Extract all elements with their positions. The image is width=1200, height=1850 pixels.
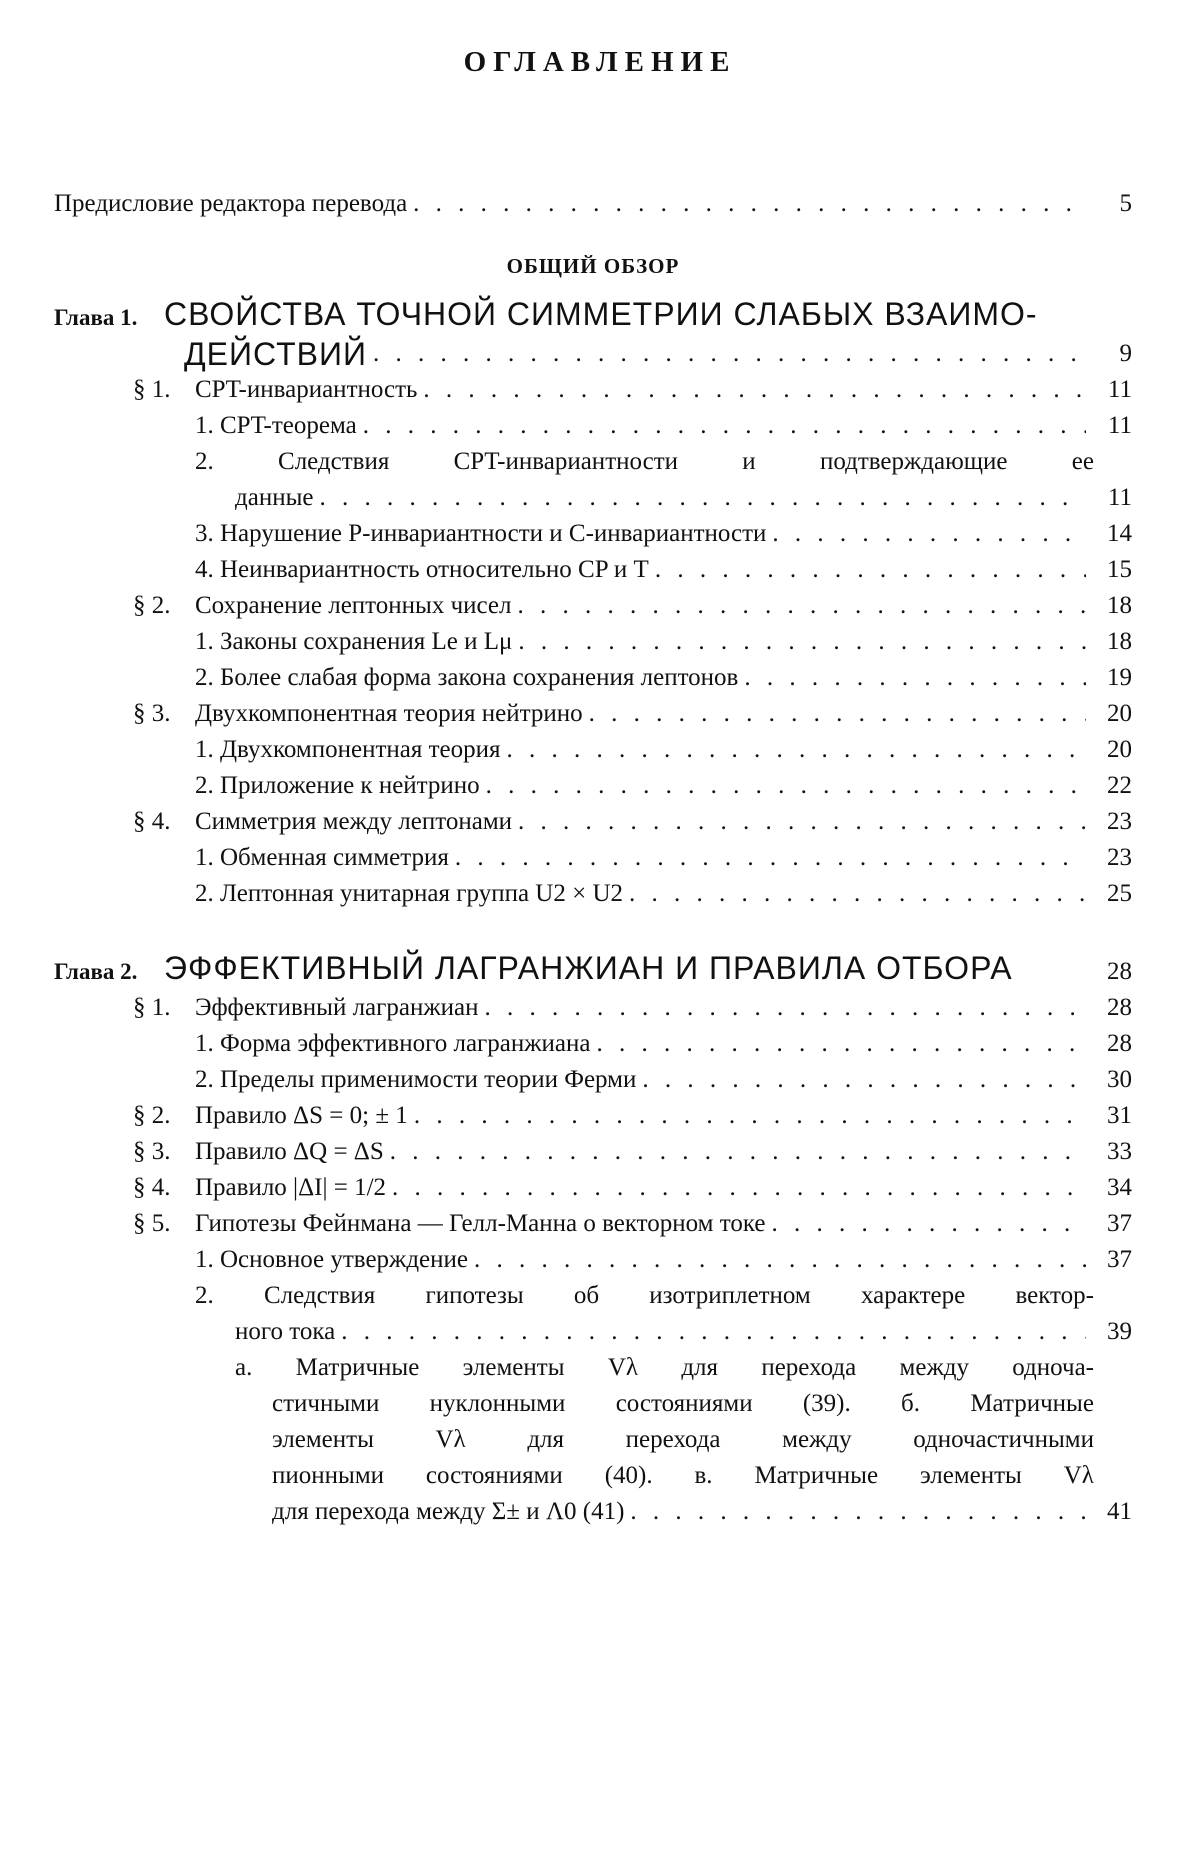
leader-dots <box>636 1062 1086 1098</box>
page-number: 25 <box>1107 880 1132 907</box>
page-number: 22 <box>1107 772 1132 799</box>
entry-text: Предисловие редактора перевода <box>54 190 408 217</box>
page-number: 37 <box>1107 1246 1132 1273</box>
leader-dots <box>512 624 1086 660</box>
leader-dots <box>357 408 1086 444</box>
toc-entry-section[interactable] <box>54 588 1132 624</box>
page-number: 28 <box>1107 1030 1132 1057</box>
entry-text: 2. Приложение к нейтрино <box>195 772 480 799</box>
toc-entry-section[interactable] <box>54 1134 1132 1170</box>
page-number: 11 <box>1107 376 1132 403</box>
chapter-2-heading[interactable] <box>54 950 1132 990</box>
chapter-title-line1: СВОЙСТВА ТОЧНОЙ СИММЕТРИИ СЛАБЫХ ВЗАИМО- <box>164 296 1038 332</box>
toc-entry-section[interactable] <box>54 804 1132 840</box>
leader-dots <box>449 840 1086 876</box>
chapter-title-line2: ДЕЙСТВИЙ <box>184 336 367 372</box>
entry-text: 2. Более слабая форма закона сохранения лептонов <box>195 664 739 691</box>
page-number: 11 <box>1107 412 1132 439</box>
leader-dots <box>512 804 1086 840</box>
entry-text: Эффективный лагранжиан <box>195 994 479 1021</box>
entry-text: 2. Лептонная унитарная группа U2 × U2 <box>195 880 624 907</box>
section-number: § 4. <box>133 1174 171 1201</box>
page-title: ОГЛАВЛЕНИЕ <box>463 46 737 78</box>
entry-text-line1: а. Матричные элементы Vλ для перехода между одноча- <box>235 1354 1094 1381</box>
table-of-contents <box>54 186 1132 1530</box>
entry-text: Правило ΔS = 0; ± 1 <box>195 1102 408 1129</box>
entry-text: 1. Обменная симметрия <box>195 844 449 871</box>
toc-entry-subsection[interactable] <box>54 1278 1132 1350</box>
leader-dots <box>649 552 1086 588</box>
leader-dots <box>313 480 1086 516</box>
page-number: 39 <box>1107 1318 1132 1345</box>
entry-text: 4. Неинвариантность относительно CP и T <box>195 556 649 583</box>
section-number: § 1. <box>133 994 171 1021</box>
page-number: 5 <box>1119 190 1132 217</box>
chapter-1-heading-cont[interactable] <box>54 336 1132 372</box>
toc-entry-subsection[interactable] <box>54 1026 1132 1062</box>
entry-text: Правило |ΔI| = 1/2 <box>195 1174 387 1201</box>
page-number: 9 <box>1119 340 1132 367</box>
chapter-1-heading[interactable] <box>54 296 1132 336</box>
toc-entry-paragraph[interactable] <box>54 1350 1132 1530</box>
toc-entry-subsection[interactable] <box>54 660 1132 696</box>
entry-text-line2: стичными нуклонными состояниями (39). б. Матричные <box>272 1390 1094 1417</box>
overview-heading: ОБЩИЙ ОБЗОР <box>506 254 680 278</box>
page-number: 11 <box>1107 484 1132 511</box>
entry-text: 1. Законы сохранения Le и Lμ <box>195 628 513 655</box>
leader-dots <box>384 1134 1086 1170</box>
toc-entry-section[interactable] <box>54 696 1132 732</box>
toc-entry-section[interactable] <box>54 1098 1132 1134</box>
toc-entry-subsection[interactable] <box>54 624 1132 660</box>
leader-dots <box>512 588 1086 624</box>
page-number: 18 <box>1107 592 1132 619</box>
leader-dots <box>367 336 1086 372</box>
section-number: § 5. <box>133 1210 171 1237</box>
page-number: 33 <box>1107 1138 1132 1165</box>
leader-dots <box>407 186 1086 222</box>
entry-text-line2: данные <box>235 484 314 511</box>
page-number: 23 <box>1107 808 1132 835</box>
toc-entry-subsection[interactable] <box>54 1062 1132 1098</box>
toc-entry-subsection[interactable] <box>54 876 1132 912</box>
toc-entry-subsection[interactable] <box>54 552 1132 588</box>
toc-entry-subsection[interactable] <box>54 1242 1132 1278</box>
toc-entry-subsection[interactable] <box>54 768 1132 804</box>
page-number: 20 <box>1107 736 1132 763</box>
toc-entry-subsection[interactable] <box>54 732 1132 768</box>
toc-entry-subsection[interactable] <box>54 516 1132 552</box>
section-number: § 2. <box>133 592 171 619</box>
entry-text: 1. Основное утверждение <box>195 1246 468 1273</box>
leader-dots <box>765 1206 1086 1242</box>
leader-dots <box>386 1170 1086 1206</box>
leader-dots <box>480 768 1086 804</box>
leader-dots <box>738 660 1086 696</box>
entry-text: 1. Форма эффективного лагранжиана <box>195 1030 591 1057</box>
page-number: 34 <box>1107 1174 1132 1201</box>
page-number: 15 <box>1107 556 1132 583</box>
section-number: § 3. <box>133 1138 171 1165</box>
toc-entry-section[interactable] <box>54 1170 1132 1206</box>
page-number: 18 <box>1107 628 1132 655</box>
entry-text-line4: пионными состояниями (40). в. Матричные элементы Vλ <box>272 1462 1094 1489</box>
chapter-title: ЭФФЕКТИВНЫЙ ЛАГРАНЖИАН И ПРАВИЛА ОТБОРА <box>164 950 1013 986</box>
entry-text: 1. CPT-теорема <box>195 412 357 439</box>
page-number: 14 <box>1107 520 1132 547</box>
leader-dots <box>408 1098 1086 1134</box>
toc-entry-preface[interactable] <box>54 186 1132 222</box>
leader-dots <box>417 372 1086 408</box>
page-number: 41 <box>1107 1498 1132 1525</box>
page-number: 20 <box>1107 700 1132 727</box>
entry-text-line5: для перехода между Σ± и Λ0 (41) <box>272 1498 625 1525</box>
leader-dots <box>468 1242 1086 1278</box>
page-number: 28 <box>1107 994 1132 1021</box>
leader-dots <box>591 1026 1086 1062</box>
entry-text: Двухкомпонентная теория нейтрино <box>195 700 583 727</box>
leader-dots <box>623 876 1086 912</box>
leader-dots <box>766 516 1086 552</box>
entry-text: Сохранение лептонных чисел <box>195 592 512 619</box>
section-number: § 1. <box>133 376 171 403</box>
entry-text-line1: 2. Следствия CPT-инвариантности и подтверждающие ее <box>195 448 1094 475</box>
section-number: § 2. <box>133 1102 171 1129</box>
entry-text: 2. Пределы применимости теории Ферми <box>195 1066 637 1093</box>
entry-text: 1. Двухкомпонентная теория <box>195 736 501 763</box>
page-number: 31 <box>1107 1102 1132 1129</box>
toc-entry-section[interactable] <box>54 990 1132 1026</box>
leader-dots <box>501 732 1086 768</box>
entry-text: Правило ΔQ = ΔS <box>195 1138 384 1165</box>
entry-text-line3: элементы Vλ для перехода между одночастичными <box>272 1426 1094 1453</box>
leader-dots <box>335 1314 1086 1350</box>
entry-text: CPT-инвариантность <box>195 376 418 403</box>
page-number: 19 <box>1107 664 1132 691</box>
chapter-label: Глава 2. <box>54 959 138 984</box>
entry-text-line2: ного тока <box>235 1318 336 1345</box>
leader-dots <box>479 990 1086 1026</box>
toc-entry-subsection[interactable] <box>54 444 1132 516</box>
page-number: 37 <box>1107 1210 1132 1237</box>
toc-entry-section[interactable] <box>54 372 1132 408</box>
toc-entry-section[interactable] <box>54 1206 1132 1242</box>
leader-dots <box>583 696 1086 732</box>
section-number: § 4. <box>133 808 171 835</box>
page-number: 28 <box>1107 958 1132 985</box>
entry-text: Гипотезы Фейнмана — Гелл-Манна о векторном токе <box>195 1210 766 1237</box>
entry-text: Симметрия между лептонами <box>195 808 513 835</box>
toc-entry-subsection[interactable] <box>54 840 1132 876</box>
page-number: 30 <box>1107 1066 1132 1093</box>
leader-dots <box>624 1494 1086 1530</box>
toc-entry-subsection[interactable] <box>54 408 1132 444</box>
chapter-label: Глава 1. <box>54 305 138 330</box>
section-number: § 3. <box>133 700 171 727</box>
entry-text: 3. Нарушение P-инвариантности и C-инвариантности <box>195 520 767 547</box>
page-number: 23 <box>1107 844 1132 871</box>
entry-text-line1: 2. Следствия гипотезы об изотриплетном характере вектор- <box>195 1282 1094 1309</box>
